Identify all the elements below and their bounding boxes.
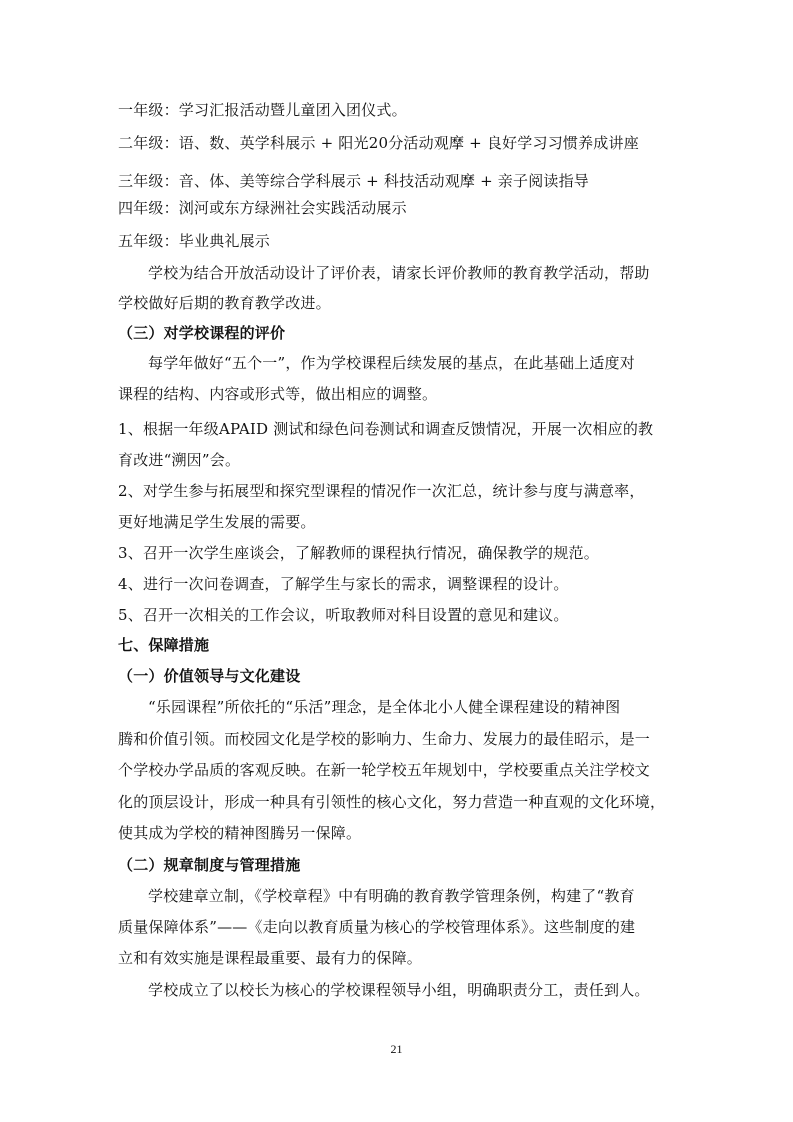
list-item-5: 5、召开一次相关的工作会议，听取教师对科目设置的意见和建议。 [118,606,569,624]
evaluation-paragraph-line2: 学校做好后期的教育教学改进。 [118,294,331,312]
list-item-4: 4、进行一次问卷调查，了解学生与家长的需求，调整课程的设计。 [118,575,569,593]
list-item-1-line2: 育改进“溯因”会。 [118,451,241,469]
grade5-activity: 五年级：毕业典礼展示 [118,232,271,250]
subsection-heading-rules-management: （二）规章制度与管理措施 [118,856,301,874]
list-item-3: 3、召开一次学生座谈会，了解教师的课程执行情况，确保教学的规范。 [118,544,599,562]
culture-paragraph-line2: 腾和价值引领。而校园文化是学校的影响力、生命力、发展力的最佳昭示，是一 [118,730,651,748]
culture-paragraph-line5: 使其成为学校的精神图腾另一保障。 [118,824,362,842]
rules-paragraph-line3: 立和有效实施是课程最重要、最有力的保障。 [118,949,423,967]
evaluation-paragraph-line1: 学校为结合开放活动设计了评价表，请家长评价教师的教育教学活动，帮助 [148,264,650,282]
list-item-2-line1: 2、对学生参与拓展型和探究型课程的情况作一次汇总，统计参与度与满意率， [118,482,645,500]
grade1-activity: 一年级：学习汇报活动暨儿童团入团仪式。 [118,101,407,119]
list-item-2-line2: 更好地满足学生发展的需要。 [118,513,316,531]
leadership-paragraph-line1: 学校成立了以校长为核心的学校课程领导小组，明确职责分工，责任到人。 [148,981,650,999]
section-heading-course-evaluation: （三）对学校课程的评价 [118,324,286,342]
page-number: 21 [390,1042,403,1056]
rules-paragraph-line2: 质量保障体系”——《走向以教育质量为核心的学校管理体系》。这些制度的建 [118,918,636,936]
five-ones-paragraph-line1: 每学年做好“五个一”，作为学校课程后续发展的基点，在此基础上适度对 [148,354,635,372]
grade4-activity: 四年级：浏河或东方绿洲社会实践活动展示 [118,199,407,217]
grade2-activity: 二年级：语、数、英学科展示 + 阳光20分活动观摩 + 良好学习习惯养成讲座 [118,134,639,152]
culture-paragraph-line4: 化的顶层设计，形成一种具有引领性的核心文化，努力营造一种直观的文化环境， [118,793,666,811]
list-item-1-line1: 1、根据一年级APAID 测试和绿色问卷测试和调查反馈情况，开展一次相应的教 [118,420,654,438]
rules-paragraph-line1: 学校建章立制，《学校章程》中有明确的教育教学管理条例，构建了“教育 [148,887,635,905]
grade3-activity: 三年级：音、体、美等综合学科展示 + 科技活动观摩 + 亲子阅读指导 [118,172,590,190]
culture-paragraph-line1: “乐园课程”所依托的“乐活”理念，是全体北小人健全课程建设的精神图 [148,698,621,716]
five-ones-paragraph-line2: 课程的结构、内容或形式等，做出相应的调整。 [118,385,438,403]
section-heading-safeguards: 七、保障措施 [118,636,210,654]
culture-paragraph-line3: 个学校办学品质的客观反映。在新一轮学校五年规划中，学校要重点关注学校文 [118,761,651,779]
subsection-heading-value-culture: （一）价值领导与文化建设 [118,667,301,685]
